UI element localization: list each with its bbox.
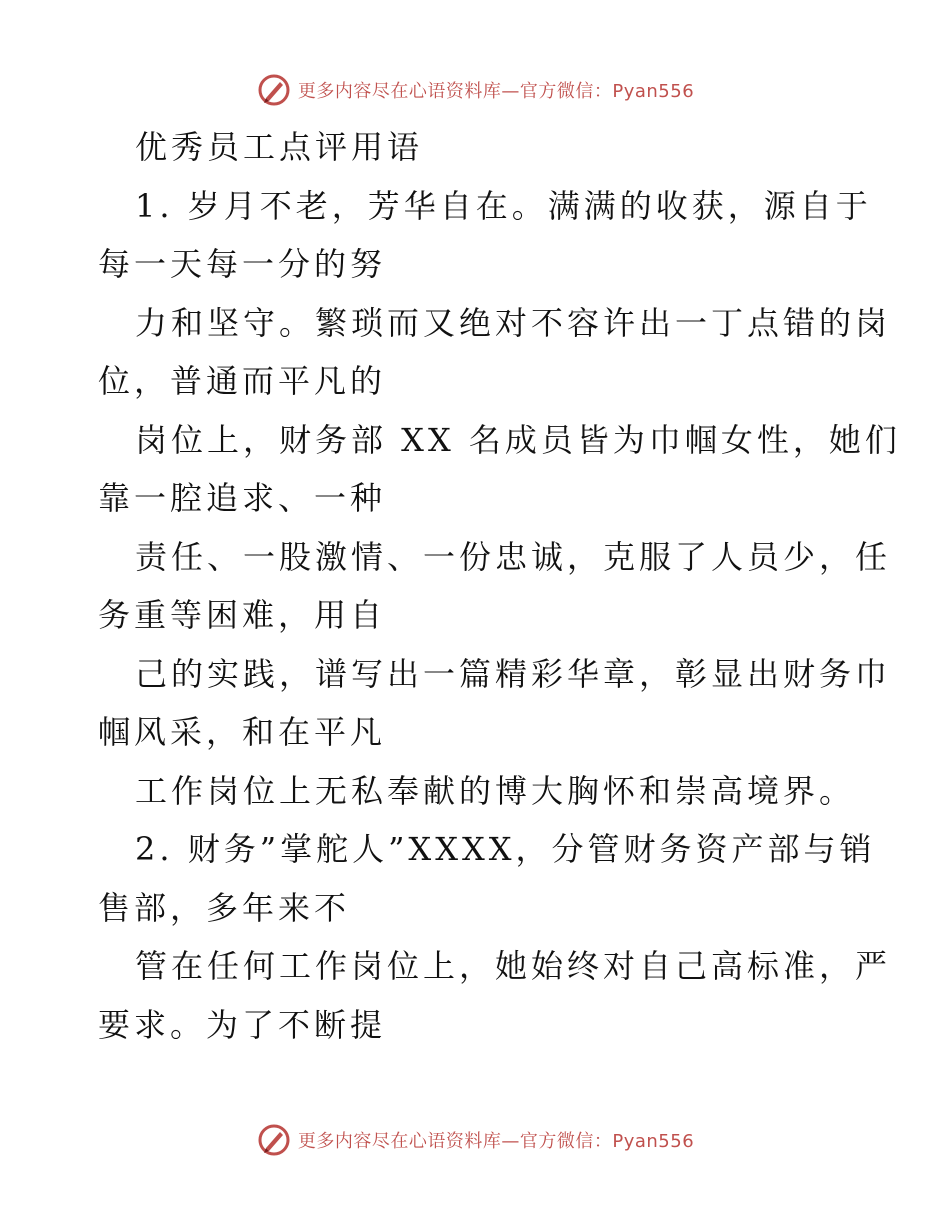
footer-banner-text: 更多内容尽在心语资料库—官方微信：Pyan556 (297, 1131, 695, 1152)
header-banner-text: 更多内容尽在心语资料库—官方微信：Pyan556 (297, 81, 695, 102)
text-line: 己的实践，谱写出一篇精彩华章，彰显出财务巾 (135, 654, 892, 693)
text-line: 要求。为了不断提 (98, 1005, 387, 1044)
text-line: 位，普通而平凡的 (98, 362, 387, 400)
text-line: 工作岗位上无私奉献的博大胸怀和崇高境界。 (135, 771, 856, 810)
header-banner (0, 70, 950, 110)
pen-logo-icon (256, 72, 292, 108)
text-line: 务重等困难，用自 (98, 596, 387, 634)
document-body (98, 118, 901, 1054)
text-line: 帼风采，和在平凡 (98, 713, 387, 751)
text-line: 靠一腔追求、一种 (98, 479, 387, 517)
text-line: 每一天每一分的努 (98, 245, 387, 283)
text-line: 岗位上，财务部 XX 名成员皆为巾帼女性，她们 (135, 420, 901, 459)
document-title: 优秀员工点评用语 (135, 128, 424, 166)
text-line: 管在任何工作岗位上，她始终对自己高标准，严 (135, 947, 892, 985)
text-line: 力和坚守。繁琐而又绝对不容许出一丁点错的岗 (135, 303, 892, 342)
text-line: 责任、一股激情、一份忠诚，克服了人员少，任 (135, 537, 892, 576)
text-line: 1. 岁月不老，芳华自在。满满的收获，源自于 (135, 186, 872, 225)
footer-banner (0, 1120, 950, 1160)
pen-logo-icon (256, 1122, 292, 1158)
text-line: 售部，多年来不 (98, 888, 351, 927)
text-line: 2. 财务”掌舵人”XXXX，分管财务资产部与销 (135, 830, 876, 868)
